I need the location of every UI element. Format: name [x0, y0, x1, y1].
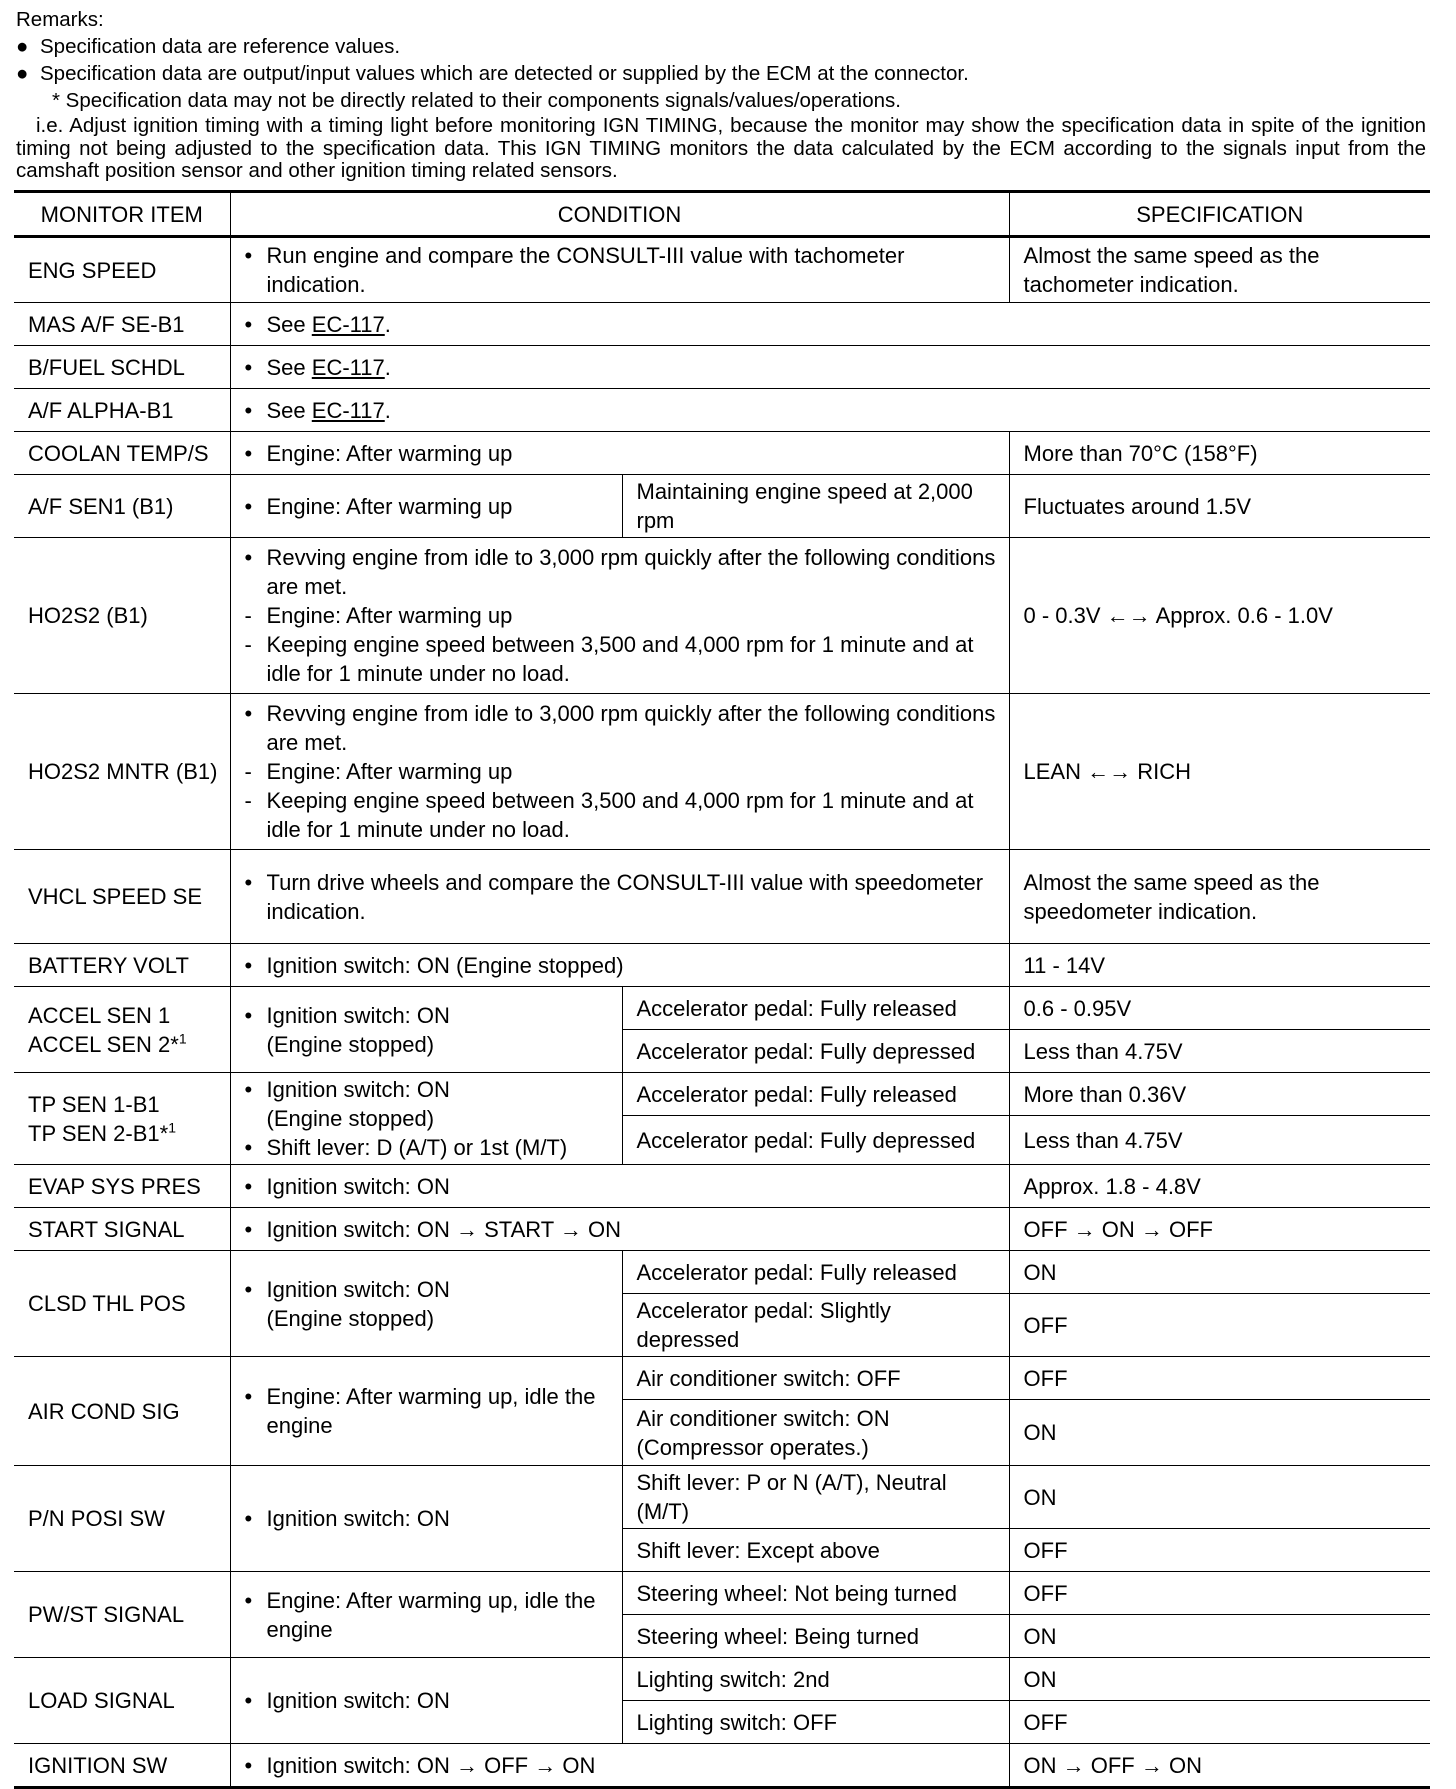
condition-text: Ignition switch: ON (Engine stopped) — [266, 952, 624, 978]
remarks-bullet: ● Specification data are output/input values which are detected or supplied by the ECM at the connector. — [16, 62, 969, 85]
specification: ON — [1009, 1615, 1430, 1658]
monitor-item: ENG SPEED — [14, 237, 230, 303]
table-row: ENG SPEED • Run engine and compare the CONSULT-III value with tachometer indication. Almost the same speed as the tachometer indication. — [14, 237, 1430, 303]
condition-text: Run engine and compare the CONSULT-III value with tachometer indication. — [266, 243, 905, 297]
table-row: START SIGNAL • Ignition switch: ON → START → ON OFF → ON → OFF — [14, 1208, 1430, 1251]
monitor-spec-table — [14, 190, 1430, 1789]
remarks-section — [16, 6, 1426, 183]
condition-text: Ignition switch: ON — [266, 1173, 450, 1199]
ec-117-link[interactable]: EC-117 — [311, 311, 385, 337]
table-row: HO2S2 MNTR (B1) • Revving engine from idle to 3,000 rpm quickly after the following conditions are met. - Engine: After warming up - Keeping engine speed between 3,500 and 4,000 rpm for 1 minute and at idle for 1 minute under no load. LEAN ←→ RICH — [14, 694, 1430, 850]
specification: OFF — [1009, 1701, 1430, 1744]
monitor-item: VHCL SPEED SE — [14, 850, 230, 944]
monitor-item: PW/ST SIGNAL — [14, 1572, 230, 1658]
header-monitor-item: MONITOR ITEM — [14, 192, 230, 237]
specification: Approx. 1.8 - 4.8V — [1009, 1165, 1430, 1208]
sub-condition: Accelerator pedal: Fully depressed — [622, 1116, 1009, 1165]
specification: ON — [1009, 1466, 1430, 1529]
specification: OFF → ON → OFF — [1009, 1208, 1430, 1251]
monitor-item: IGNITION SW — [14, 1744, 230, 1788]
remarks-title: Remarks: — [16, 8, 104, 31]
monitor-item: CLSD THL POS — [14, 1251, 230, 1357]
table-row: BATTERY VOLT • Ignition switch: ON (Engine stopped) 11 - 14V — [14, 944, 1430, 987]
condition-text: Ignition switch: ON → OFF → ON — [266, 1752, 596, 1778]
specification: Less than 4.75V — [1009, 1030, 1430, 1073]
sub-condition: Accelerator pedal: Fully released — [622, 1073, 1009, 1116]
table-row: TP SEN 1-B1 TP SEN 2-B1*$^1$ • Ignition switch: ON (Engine stopped) • Shift lever: D (A/T) or 1st (M/T) Accelerator pedal: Fully released More than 0.36V — [14, 1073, 1430, 1116]
specification: 11 - 14V — [1009, 944, 1430, 987]
condition-text: Ignition switch: ON → START → ON — [266, 1216, 622, 1242]
sub-condition: Maintaining engine speed at 2,000 rpm — [622, 475, 1009, 538]
sub-condition: Air conditioner switch: OFF — [622, 1357, 1009, 1400]
table-row: HO2S2 (B1) • Revving engine from idle to 3,000 rpm quickly after the following conditions are met. - Engine: After warming up - Keeping engine speed between 3,500 and 4,000 rpm for 1 minute and at idle for 1 minute under no load. 0 - 0.3V ←→ Approx. 0.6 - 1.0V — [14, 538, 1430, 694]
specification: Almost the same speed as the tachometer indication. — [1009, 237, 1430, 303]
specification: 0.6 - 0.95V — [1009, 987, 1430, 1030]
specification: Almost the same speed as the speedometer indication. — [1009, 850, 1430, 944]
header-specification: SPECIFICATION — [1009, 192, 1430, 237]
specification: OFF — [1009, 1294, 1430, 1357]
table-row: EVAP SYS PRES • Ignition switch: ON Approx. 1.8 - 4.8V — [14, 1165, 1430, 1208]
specification: 0 - 0.3V ←→ Approx. 0.6 - 1.0V — [1009, 538, 1430, 694]
specification: OFF — [1009, 1529, 1430, 1572]
monitor-item: HO2S2 MNTR (B1) — [14, 694, 230, 850]
sub-condition: Accelerator pedal: Fully depressed — [622, 1030, 1009, 1073]
monitor-item: START SIGNAL — [14, 1208, 230, 1251]
sub-condition: Steering wheel: Not being turned — [622, 1572, 1009, 1615]
specification: More than 0.36V — [1009, 1073, 1430, 1116]
monitor-item: HO2S2 (B1) — [14, 538, 230, 694]
condition-text: Engine: After warming up — [266, 493, 513, 519]
specification: ON — [1009, 1400, 1430, 1466]
monitor-item: BATTERY VOLT — [14, 944, 230, 987]
table-row: VHCL SPEED SE • Turn drive wheels and compare the CONSULT-III value with speedometer indication. Almost the same speed as the speedometer indication. — [14, 850, 1430, 944]
remarks-note: * Specification data may not be directly related to their components signals/values/operations. — [52, 89, 901, 112]
specification: ON — [1009, 1251, 1430, 1294]
specification: Less than 4.75V — [1009, 1116, 1430, 1165]
table-row: MAS A/F SE-B1 • See EC-117. — [14, 303, 1430, 346]
monitor-item: EVAP SYS PRES — [14, 1165, 230, 1208]
sub-condition: Accelerator pedal: Slightly depressed — [622, 1294, 1009, 1357]
monitor-item: AIR COND SIG — [14, 1357, 230, 1466]
remarks-bullet: ● Specification data are reference values. — [16, 35, 401, 58]
table-row: A/F SEN1 (B1) • Engine: After warming up Maintaining engine speed at 2,000 rpm Fluctuates around 1.5V — [14, 475, 1430, 538]
sub-condition: Accelerator pedal: Fully released — [622, 1251, 1009, 1294]
table-row: PW/ST SIGNAL • Engine: After warming up, idle the engine Steering wheel: Not being turned OFF — [14, 1572, 1430, 1615]
condition-text: Turn drive wheels and compare the CONSULT-III value with speedometer indication. — [266, 869, 984, 924]
specification: More than 70°C (158°F) — [1009, 432, 1430, 475]
specification: LEAN ←→ RICH — [1009, 694, 1430, 850]
filled-circle-bullet-icon: ● — [16, 35, 29, 58]
monitor-item: MAS A/F SE-B1 — [14, 303, 230, 346]
monitor-item: P/N POSI SW — [14, 1466, 230, 1572]
table-row: A/F ALPHA-B1 • See EC-117. — [14, 389, 1430, 432]
specification: ON — [1009, 1658, 1430, 1701]
table-row: P/N POSI SW • Ignition switch: ON Shift lever: P or N (A/T), Neutral (M/T) ON — [14, 1466, 1430, 1529]
remarks-paragraph: i.e. Adjust ignition timing with a timing light before monitoring IGN TIMING, because the monitor may show the specification data in spite of the ignition timing not being adjusted to the specification data. This IGN TIMING monitors the data calculated by the ECM according to the signals input from the camshaft position sensor and other ignition timing related sensors. — [16, 114, 1426, 182]
sub-condition: Accelerator pedal: Fully released — [622, 987, 1009, 1030]
condition-text: Engine: After warming up — [266, 440, 513, 466]
ec-117-link[interactable]: EC-117 — [311, 354, 385, 380]
header-condition: CONDITION — [230, 192, 1009, 237]
sub-condition: Air conditioner switch: ON (Compressor operates.) — [622, 1400, 1009, 1466]
sub-condition: Steering wheel: Being turned — [622, 1615, 1009, 1658]
monitor-item: COOLAN TEMP/S — [14, 432, 230, 475]
sub-condition: Lighting switch: 2nd — [622, 1658, 1009, 1701]
specification: OFF — [1009, 1357, 1430, 1400]
table-row: COOLAN TEMP/S • Engine: After warming up More than 70°C (158°F) — [14, 432, 1430, 475]
specification: Fluctuates around 1.5V — [1009, 475, 1430, 538]
table-row: LOAD SIGNAL • Ignition switch: ON Lighting switch: 2nd ON — [14, 1658, 1430, 1701]
filled-circle-bullet-icon: ● — [16, 62, 29, 85]
ec-117-link[interactable]: EC-117 — [311, 397, 385, 423]
monitor-item: TP SEN 1-B1 TP SEN 2-B1*$^1$ — [14, 1073, 230, 1165]
table-row: IGNITION SW • Ignition switch: ON → OFF → ON ON → OFF → ON — [14, 1744, 1430, 1788]
table-row: B/FUEL SCHDL • See EC-117. — [14, 346, 1430, 389]
sub-condition: Shift lever: P or N (A/T), Neutral (M/T) — [622, 1466, 1009, 1529]
monitor-item: A/F ALPHA-B1 — [14, 389, 230, 432]
monitor-item: ACCEL SEN 1 ACCEL SEN 2*$^1$ — [14, 987, 230, 1073]
monitor-item: B/FUEL SCHDL — [14, 346, 230, 389]
table-row: AIR COND SIG • Engine: After warming up, idle the engine Air conditioner switch: OFF OFF — [14, 1357, 1430, 1400]
monitor-item: LOAD SIGNAL — [14, 1658, 230, 1744]
monitor-item: A/F SEN1 (B1) — [14, 475, 230, 538]
sub-condition: Shift lever: Except above — [622, 1529, 1009, 1572]
specification: ON → OFF → ON — [1009, 1744, 1430, 1788]
specification: OFF — [1009, 1572, 1430, 1615]
sub-condition: Lighting switch: OFF — [622, 1701, 1009, 1744]
table-row: ACCEL SEN 1 ACCEL SEN 2*$^1$ • Ignition switch: ON (Engine stopped) Accelerator pedal: Fully released 0.6 - 0.95V — [14, 987, 1430, 1030]
table-header-row — [14, 192, 1430, 237]
table-row: CLSD THL POS • Ignition switch: ON (Engine stopped) Accelerator pedal: Fully released ON — [14, 1251, 1430, 1294]
